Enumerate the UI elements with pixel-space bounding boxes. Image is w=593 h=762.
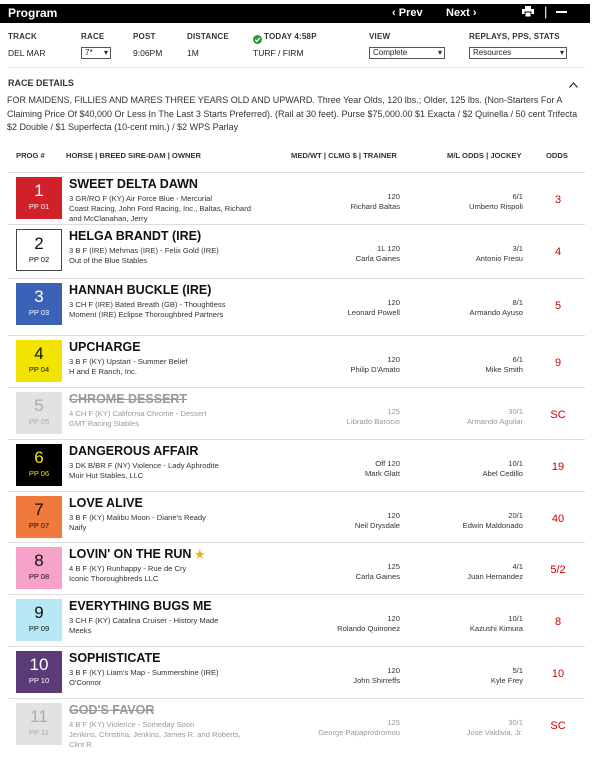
row-divider xyxy=(8,278,585,279)
col-odds: ODDS xyxy=(546,151,568,160)
morning-line-odds: 30/1 xyxy=(508,407,523,416)
program-number-badge xyxy=(16,444,62,486)
breed-sire-dam: 3 B F (KY) Malibu Moon - Diane's Ready xyxy=(69,513,206,522)
med-weight: 125 xyxy=(387,407,400,416)
race-label: RACE xyxy=(81,32,105,41)
trainer: Carla Gaines xyxy=(355,254,400,263)
table-row[interactable] xyxy=(0,229,593,283)
table-row[interactable] xyxy=(0,283,593,340)
star-icon: ★ xyxy=(194,549,205,561)
program-number-badge xyxy=(16,496,62,538)
morning-line-odds: 30/1 xyxy=(508,718,523,727)
view-label: VIEW xyxy=(369,32,391,41)
row-divider xyxy=(8,542,585,543)
horse-name-text: DANGEROUS AFFAIR xyxy=(69,444,199,458)
current-odds: 10 xyxy=(551,668,565,680)
current-odds: 4 xyxy=(554,246,562,258)
table-row[interactable] xyxy=(0,444,593,496)
jockey: Kyle Frey xyxy=(490,676,523,685)
breed-sire-dam: 4 B F (KY) Runhappy - Rue de Cry xyxy=(69,564,187,573)
owner: Coast Racing, John Ford Racing, Inc., Baltas, Richard and McClanahan, Jerry xyxy=(69,204,251,223)
program-number-badge xyxy=(16,340,62,382)
trainer: Mark Glatt xyxy=(364,469,400,478)
med-weight: 120 xyxy=(387,614,400,623)
trainer: Neil Drysdale xyxy=(354,521,400,530)
breed-sire-dam: 4 CH F (KY) California Chrome - Dessert xyxy=(69,409,207,418)
med-weight: 120 xyxy=(387,666,400,675)
horse-name-text: CHROME DESSERT xyxy=(69,392,188,406)
breed-owner xyxy=(69,194,254,224)
breed-sire-dam: 4 B F (KY) Violence - Someday Soon xyxy=(69,720,195,729)
prev-button[interactable] xyxy=(392,7,423,19)
program-number-badge xyxy=(16,547,62,589)
col-horse: HORSE | BREED SIRE-DAM | OWNER xyxy=(66,151,202,160)
trainer: John Shirreffs xyxy=(353,676,400,685)
post-position: PP 05 xyxy=(28,417,50,426)
owner: Iconic Thoroughbreds LLC xyxy=(69,574,159,583)
chevron-down-icon: ▾ xyxy=(437,48,442,57)
breed-owner xyxy=(69,616,254,636)
post-position: PP 03 xyxy=(28,308,50,317)
breed-owner xyxy=(69,246,254,266)
trainer: Richard Baltas xyxy=(350,202,400,211)
divider xyxy=(8,67,585,68)
replays-select-value: Resources xyxy=(473,48,512,57)
table-row[interactable] xyxy=(0,392,593,444)
owner: Out of the Blue Stables xyxy=(69,256,148,265)
horse-name-text: LOVIN' ON THE RUN xyxy=(69,547,192,561)
trainer: Philip D'Amato xyxy=(350,365,400,374)
horse-name-text: LOVE ALIVE xyxy=(69,496,143,510)
breed-owner xyxy=(69,513,254,533)
med-weight: 120 xyxy=(387,355,400,364)
program-header-bar xyxy=(0,4,590,23)
row-divider xyxy=(8,387,585,388)
morning-line-odds: 6/1 xyxy=(512,192,523,201)
trainer: Librado Barocio xyxy=(346,417,400,426)
horse-name-text: GOD'S FAVOR xyxy=(69,703,155,717)
breed-owner xyxy=(69,300,254,320)
post-position: PP 09 xyxy=(28,624,50,633)
chevron-right-icon: › xyxy=(472,7,477,19)
owner: Naify xyxy=(69,523,87,532)
program-number-badge xyxy=(16,229,62,271)
morning-line-odds: 6/1 xyxy=(512,355,523,364)
morning-line-odds: 10/1 xyxy=(508,614,523,623)
jockey: Kazushi Kimura xyxy=(469,624,523,633)
current-odds: 3 xyxy=(554,194,562,206)
med-weight: 120 xyxy=(387,192,400,201)
morning-line-odds: 8/1 xyxy=(512,298,523,307)
horse-name-text: EVERYTHING BUGS ME xyxy=(69,599,212,613)
horse-name[interactable] xyxy=(69,392,187,406)
med-weight: 120 xyxy=(387,511,400,520)
post-label: POST xyxy=(133,32,156,41)
morning-line-odds: 10/1 xyxy=(508,459,523,468)
chevron-down-icon: ▾ xyxy=(103,48,108,57)
program-number: 9 xyxy=(34,603,44,622)
post-position: PP 01 xyxy=(28,202,50,211)
row-divider xyxy=(8,224,585,225)
jockey: Umberto Rispoli xyxy=(468,202,523,211)
trainer: Rolando Quinonez xyxy=(337,624,400,633)
horse-name-text: SWEET DELTA DAWN xyxy=(69,177,198,191)
breed-sire-dam: 3 DK B/BR F (NY) Violence - Lady Aphrodite xyxy=(69,461,219,470)
program-number: 2 xyxy=(34,234,44,253)
table-row[interactable] xyxy=(0,496,593,547)
owner: O'Connor xyxy=(69,678,102,687)
trainer: George Papaprodromou xyxy=(318,728,400,737)
program-number: 8 xyxy=(34,551,44,570)
horse-name-text: SOPHISTICATE xyxy=(69,651,161,665)
surface-value: TURF / FIRM xyxy=(253,48,304,58)
post-position: PP 07 xyxy=(28,521,50,530)
program-number: 11 xyxy=(30,707,48,726)
chevron-left-icon: ‹ xyxy=(392,7,396,19)
program-number: 7 xyxy=(34,500,44,519)
jockey: Abel Cedillo xyxy=(482,469,523,478)
breed-owner xyxy=(69,461,254,481)
jockey: Jose Valdivia, Jr. xyxy=(466,728,523,737)
horse-name-text: HELGA BRANDT (IRE) xyxy=(69,229,202,243)
horse-name-text: HANNAH BUCKLE (IRE) xyxy=(69,283,212,297)
jockey: Antonio Fresu xyxy=(475,254,523,263)
track-value: DEL MAR xyxy=(8,48,46,58)
program-number-badge xyxy=(16,177,62,219)
distance-label: DISTANCE xyxy=(187,32,229,41)
jockey: Mike Smith xyxy=(485,365,523,374)
med-weight: 120 xyxy=(387,298,400,307)
breed-sire-dam: 3 B F (KY) Upstart - Summer Belief xyxy=(69,357,188,366)
today-label: TODAY 4:58P xyxy=(264,32,317,41)
page-title: Program xyxy=(8,6,58,20)
med-weight: 125 xyxy=(387,718,400,727)
table-row[interactable] xyxy=(0,651,593,703)
next-button[interactable] xyxy=(446,7,477,19)
horse-name-text: UPCHARGE xyxy=(69,340,141,354)
horse-name[interactable] xyxy=(69,547,205,561)
horse-name[interactable] xyxy=(69,703,154,717)
col-prog: PROG # xyxy=(16,151,45,160)
current-odds: 5 xyxy=(554,300,562,312)
print-icon[interactable] xyxy=(522,6,534,20)
horse-name[interactable] xyxy=(69,651,160,665)
post-position: PP 04 xyxy=(28,365,50,374)
breed-sire-dam: 3 B F (KY) Liam's Map - Summershine (IRE) xyxy=(69,668,219,677)
breed-owner xyxy=(69,409,254,429)
track-label: TRACK xyxy=(8,32,37,41)
program-number-badge xyxy=(16,283,62,325)
row-divider xyxy=(8,491,585,492)
horse-name[interactable] xyxy=(69,229,201,243)
jockey: Armando Aguilar xyxy=(466,417,523,426)
med-weight: Off 120 xyxy=(375,459,400,468)
race-details-text: FOR MAIDENS, FILLIES AND MARES THREE YEARS OLD AND UPWARD. Three Year Olds, 120 lbs.; Older, 125 lbs. (Non-Starters For A Claiming Price Of $40,000 Or Less In The Last 3 Starts Preferred). (Rail at 30 feet). Purse $75,000.00 $1 Exacta / $2 Quinella / 50 cent Trifecta $2 Double / $1 Superfecta (10-cent min.) / $2 WPS Parlay xyxy=(7,95,578,132)
current-odds: 19 xyxy=(551,461,565,473)
horse-name[interactable] xyxy=(69,496,143,510)
row-divider xyxy=(8,594,585,595)
program-number-badge xyxy=(16,651,62,693)
med-weight: 1L 120 xyxy=(377,244,400,253)
divider: | xyxy=(544,4,548,19)
post-position: PP 06 xyxy=(28,469,50,478)
trainer: Carla Gaines xyxy=(355,572,400,581)
med-weight: 125 xyxy=(387,562,400,571)
horse-name[interactable] xyxy=(69,340,141,354)
current-odds: SC xyxy=(550,409,566,421)
owner: Moment (IRE) Eclipse Thoroughbred Partners xyxy=(69,310,224,319)
table-row[interactable] xyxy=(0,599,593,651)
morning-line-odds: 3/1 xyxy=(512,244,523,253)
breed-owner xyxy=(69,564,254,584)
program-number: 5 xyxy=(34,396,44,415)
current-odds: SC xyxy=(550,720,566,732)
row-divider xyxy=(8,172,585,173)
morning-line-odds: 4/1 xyxy=(512,562,523,571)
next-label: Next xyxy=(446,7,470,19)
row-divider xyxy=(8,335,585,336)
replays-label: REPLAYS, PPS, STATS xyxy=(469,32,560,41)
program-number-badge xyxy=(16,392,62,434)
breed-owner xyxy=(69,720,254,750)
chevron-down-icon: ▾ xyxy=(559,48,564,57)
horse-name[interactable] xyxy=(69,177,198,191)
row-divider xyxy=(8,698,585,699)
check-circle-icon xyxy=(253,31,262,49)
view-select[interactable] xyxy=(369,47,445,59)
program-number-badge xyxy=(16,599,62,641)
jockey: Armando Ayuso xyxy=(469,308,523,317)
row-divider xyxy=(8,646,585,647)
row-divider xyxy=(8,439,585,440)
program-number: 6 xyxy=(34,448,44,467)
post-position: PP 08 xyxy=(28,572,50,581)
jockey: Juan Hernandez xyxy=(467,572,523,581)
horse-name[interactable] xyxy=(69,599,212,613)
breed-owner xyxy=(69,357,254,377)
current-odds: 5/2 xyxy=(550,564,566,576)
post-value: 9:06PM xyxy=(133,48,163,58)
current-odds: 40 xyxy=(551,513,565,525)
program-number: 4 xyxy=(34,344,44,363)
breed-sire-dam: 3 CH F (KY) Catalina Cruiser - History Made xyxy=(69,616,219,625)
table-row[interactable] xyxy=(0,340,593,392)
morning-line-odds: 20/1 xyxy=(508,511,523,520)
race-select-value: 7* xyxy=(85,48,93,57)
race-select[interactable] xyxy=(81,47,111,59)
breed-owner xyxy=(69,668,254,688)
prev-label: Prev xyxy=(398,7,423,19)
jockey: Edwin Maldonado xyxy=(462,521,523,530)
horse-name[interactable] xyxy=(69,283,211,297)
current-odds: 9 xyxy=(554,357,562,369)
program-number: 3 xyxy=(34,287,44,306)
table-row[interactable] xyxy=(0,177,593,229)
breed-sire-dam: 3 B F (IRE) Mehmas (IRE) - Felix Gold (IRE) xyxy=(69,246,219,255)
post-position: PP 10 xyxy=(28,676,50,685)
breed-sire-dam: 3 GR/RO F (KY) Air Force Blue - Mercurial xyxy=(69,194,213,203)
morning-line-odds: 5/1 xyxy=(512,666,523,675)
minimize-icon[interactable] xyxy=(556,6,567,20)
post-position: PP 02 xyxy=(28,255,50,264)
trainer: Leonard Powell xyxy=(347,308,400,317)
program-number-badge xyxy=(16,703,62,745)
program-number: 10 xyxy=(29,655,49,674)
chevron-up-icon[interactable] xyxy=(569,80,578,91)
owner: Meeks xyxy=(69,626,92,635)
table-row[interactable] xyxy=(0,703,593,759)
owner: GMT Racing Stables xyxy=(69,419,139,428)
table-row[interactable] xyxy=(0,547,593,599)
race-details-heading: RACE DETAILS xyxy=(8,78,74,88)
program-number: 1 xyxy=(34,181,44,200)
owner: Muir Hut Stables, LLC xyxy=(69,471,144,480)
owner: H and E Ranch, Inc. xyxy=(69,367,137,376)
owner: Jenkins, Christina, Jenkins, James R. and Roberts, Clint R. xyxy=(69,730,241,749)
breed-sire-dam: 3 CH F (IRE) Bated Breath (GB) - Thoughtless xyxy=(69,300,226,309)
replays-select[interactable] xyxy=(469,47,567,59)
col-med: MED/WT | CLMG $ | TRAINER xyxy=(291,151,397,160)
current-odds: 8 xyxy=(554,616,562,628)
distance-value: 1M xyxy=(187,48,199,58)
col-ml: M/L ODDS | JOCKEY xyxy=(447,151,522,160)
post-position: PP 11 xyxy=(29,728,49,737)
view-select-value: Complete xyxy=(373,48,408,57)
horse-name[interactable] xyxy=(69,444,198,458)
